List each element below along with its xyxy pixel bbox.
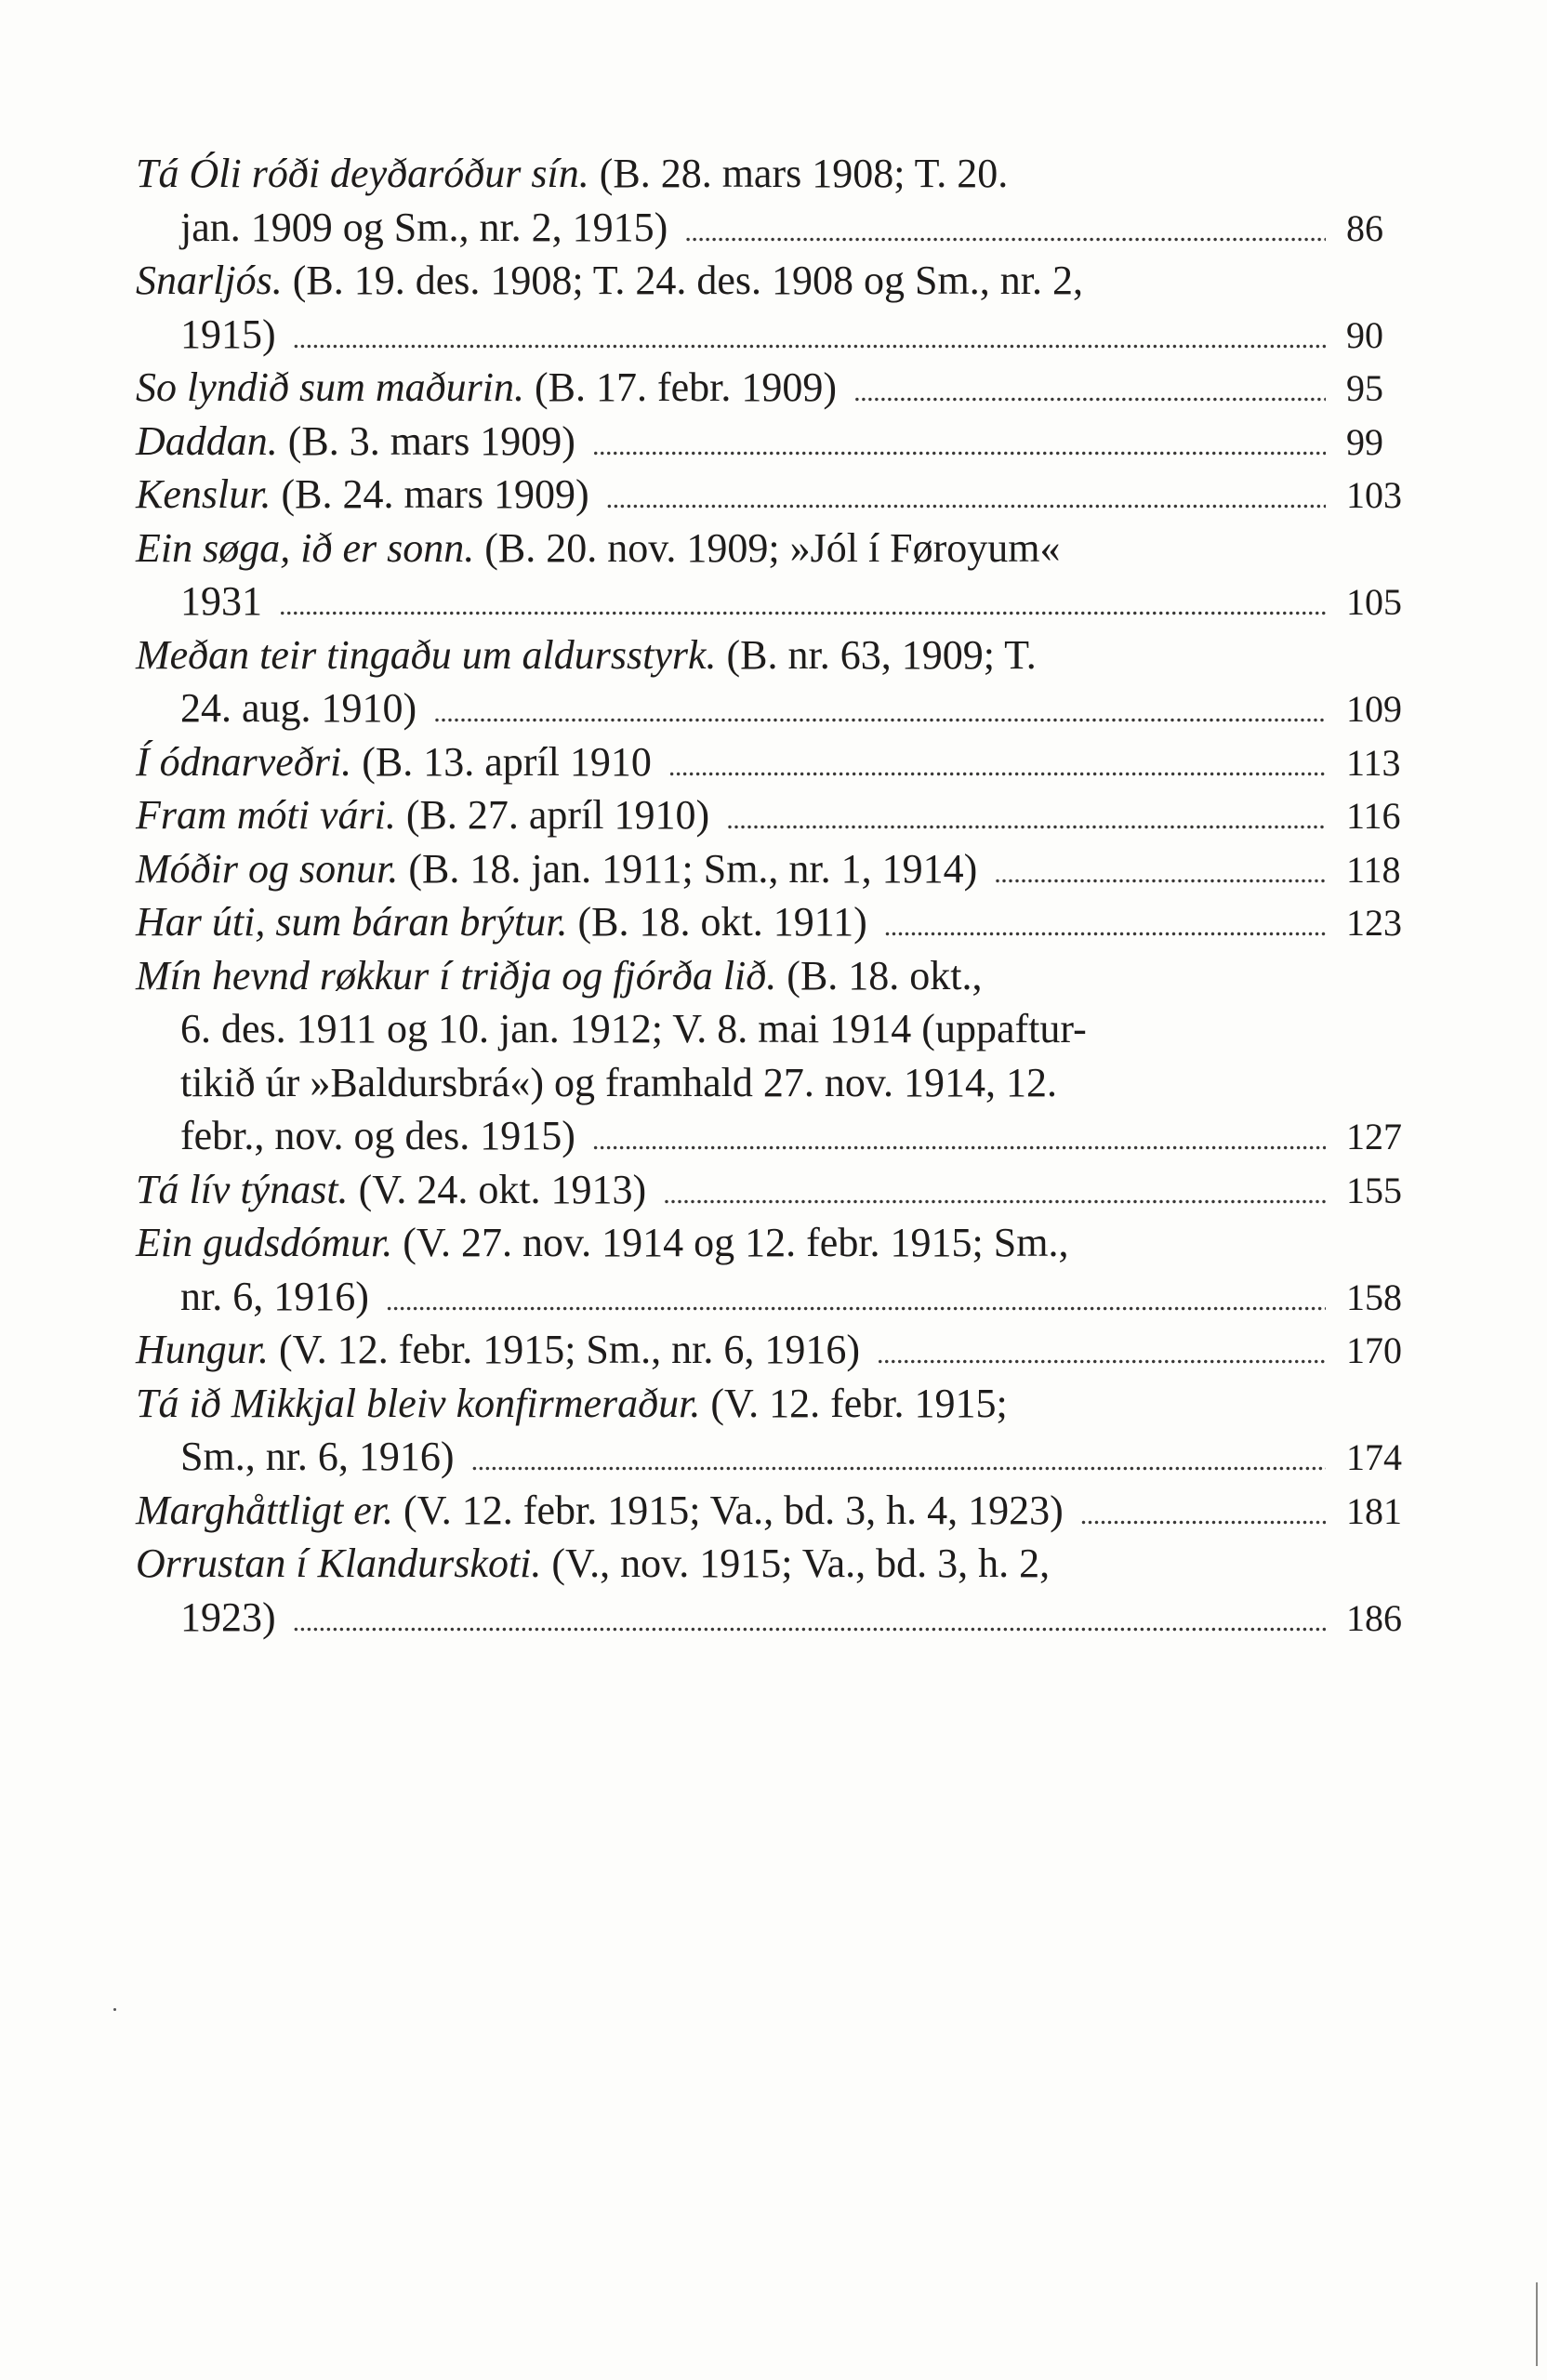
dot-leader — [726, 793, 1326, 847]
story-title: Kenslur. — [136, 471, 271, 517]
toc-entry-first-line — [136, 1537, 1419, 1591]
story-title: So lyndið sum maðurin. — [136, 364, 524, 410]
toc-entry — [136, 895, 1419, 949]
dot-leader — [877, 1328, 1326, 1382]
publication-info: (B. 18. okt., — [787, 952, 983, 998]
toc-entry — [136, 147, 1419, 254]
dot-leader — [592, 1114, 1326, 1168]
toc-entry-text — [136, 361, 837, 415]
page-speck — [113, 2008, 116, 2011]
dot-leader — [668, 740, 1326, 794]
toc-entry-first-line — [136, 628, 1419, 682]
publication-info: (B. 20. nov. 1909; »Jól í Føroyum« — [484, 524, 1061, 571]
toc-entry — [136, 1163, 1419, 1217]
story-title: Tá ið Mikkjal bleiv konfirmeraður. — [136, 1380, 701, 1426]
story-title: Tá Óli róði deyðaróður sín. — [136, 151, 589, 196]
toc-entry-continuation-line — [136, 1002, 1419, 1056]
toc-entry-text — [180, 1270, 369, 1324]
toc-entry-continuation-line — [136, 308, 1419, 362]
dot-leader — [386, 1275, 1326, 1329]
story-title: Snarljós. — [136, 258, 283, 303]
toc-entry-text — [136, 1163, 646, 1217]
toc-entry-first-line — [136, 522, 1419, 575]
toc-entry-text — [136, 895, 867, 949]
page-number: 90 — [1346, 313, 1383, 356]
dot-leader — [471, 1435, 1326, 1488]
publication-info: 24. aug. 1910) — [180, 685, 417, 731]
toc-entry — [136, 1216, 1419, 1323]
toc-entry-text — [136, 628, 1037, 682]
publication-info: (B. 19. des. 1908; T. 24. des. 1908 og Sm., nr. 2, — [292, 258, 1083, 303]
toc-entry-text — [136, 522, 1061, 575]
page-number: 99 — [1346, 420, 1383, 463]
dot-leader — [994, 847, 1326, 901]
toc-entry-continuation-line — [136, 575, 1419, 628]
toc-entry-first-line — [136, 468, 1419, 522]
toc-entry-text — [136, 842, 977, 896]
toc-entry — [136, 415, 1419, 469]
dot-leader — [279, 579, 1326, 633]
publication-info: (V., nov. 1915; Va., bd. 3, h. 2, — [551, 1540, 1051, 1586]
publication-info: (V. 12. febr. 1915; Va., bd. 3, h. 4, 1923) — [403, 1487, 1064, 1533]
dot-leader — [853, 365, 1326, 419]
toc-entry-first-line — [136, 1216, 1419, 1270]
toc-entry — [136, 1323, 1419, 1377]
toc-entry-first-line — [136, 895, 1419, 949]
page-number: 181 — [1346, 1489, 1402, 1532]
publication-info: 1923) — [180, 1593, 276, 1640]
toc-entry-text — [136, 1216, 1068, 1270]
page-number: 127 — [1346, 1116, 1402, 1157]
story-title: Tá lív týnast. — [136, 1166, 349, 1212]
page-number: 109 — [1346, 688, 1402, 730]
table-of-contents — [136, 147, 1419, 1644]
toc-entry-first-line — [136, 788, 1419, 842]
toc-entry-text — [180, 681, 416, 735]
story-title: Móðir og sonur. — [136, 845, 399, 892]
publication-info: febr., nov. og des. 1915) — [180, 1113, 575, 1158]
toc-entry-first-line — [136, 1484, 1419, 1538]
publication-info: tikið úr »Baldursbrá«) og framhald 27. nov. 1914, 12. — [180, 1059, 1057, 1105]
story-title: Daddan. — [136, 417, 278, 464]
page-number: 170 — [1346, 1329, 1402, 1371]
story-title: Mín hevnd røkkur í triðja og fjórða lið. — [136, 952, 777, 998]
toc-entry — [136, 628, 1419, 735]
page-number: 116 — [1346, 795, 1401, 837]
dot-leader — [433, 686, 1326, 740]
toc-entry-text — [136, 415, 575, 469]
toc-entry-text — [180, 1430, 455, 1484]
toc-entry-continuation-line — [136, 1430, 1419, 1484]
story-title: Orrustan í Klandurskoti. — [136, 1540, 542, 1586]
publication-info: (B. 17. febr. 1909) — [535, 364, 838, 410]
page-number: 86 — [1346, 206, 1383, 249]
toc-entry-text — [136, 147, 1008, 201]
publication-info: (B. 13. apríl 1910 — [362, 738, 652, 785]
dot-leader — [606, 472, 1326, 526]
story-title: Meðan teir tingaðu um aldursstyrk. — [136, 631, 717, 678]
toc-entry — [136, 254, 1419, 361]
toc-entry-text — [136, 949, 983, 1003]
toc-entry-first-line — [136, 1163, 1419, 1217]
publication-info: (B. 3. mars 1909) — [287, 417, 575, 464]
story-title: Hungur. — [136, 1327, 270, 1372]
toc-entry-text — [180, 1056, 1057, 1110]
page-number: 105 — [1346, 581, 1402, 623]
toc-entry — [136, 1537, 1419, 1644]
dot-leader — [592, 419, 1326, 473]
toc-entry-text — [136, 788, 709, 842]
toc-entry-continuation-line — [136, 1270, 1419, 1324]
toc-entry-text — [136, 254, 1083, 308]
toc-entry — [136, 735, 1419, 789]
story-title: Fram móti vári. — [136, 792, 396, 838]
toc-entry-first-line — [136, 361, 1419, 415]
toc-entry — [136, 842, 1419, 896]
toc-entry — [136, 468, 1419, 522]
toc-entry-first-line — [136, 1377, 1419, 1431]
dot-leader — [293, 1595, 1326, 1649]
toc-entry-first-line — [136, 254, 1419, 308]
story-title: Har úti, sum báran brýtur. — [136, 899, 568, 945]
toc-entry-first-line — [136, 842, 1419, 896]
toc-entry — [136, 949, 1419, 1163]
publication-info: (B. 24. mars 1909) — [281, 471, 589, 517]
dot-leader — [663, 1168, 1326, 1222]
toc-entry-text — [180, 1109, 575, 1163]
toc-entry-continuation-line — [136, 1056, 1419, 1110]
page-number: 95 — [1346, 367, 1383, 409]
page-number: 155 — [1346, 1169, 1402, 1211]
story-title: Ein søga, ið er sonn. — [136, 524, 475, 571]
publication-info: (B. 27. apríl 1910) — [405, 792, 710, 838]
toc-entry-first-line — [136, 949, 1419, 1003]
publication-info: (B. 18. jan. 1911; Sm., nr. 1, 1914) — [408, 845, 978, 892]
toc-entry-text — [180, 575, 262, 628]
toc-entry-first-line — [136, 735, 1419, 789]
publication-info: (B. 18. okt. 1911) — [577, 899, 867, 945]
story-title: Marghåttligt er. — [136, 1487, 394, 1533]
page-number: 113 — [1346, 741, 1401, 784]
page-number: 158 — [1346, 1276, 1402, 1318]
publication-info: 6. des. 1911 og 10. jan. 1912; V. 8. mai 1914 (uppaftur- — [180, 1006, 1087, 1051]
toc-entry-text — [180, 1002, 1087, 1056]
toc-entry-continuation-line — [136, 1591, 1419, 1645]
dot-leader — [884, 900, 1326, 954]
toc-entry-text — [180, 308, 276, 362]
toc-entry-first-line — [136, 147, 1419, 201]
publication-info: (B. 28. mars 1908; T. 20. — [599, 151, 1009, 196]
toc-entry-text — [136, 1537, 1050, 1591]
story-title: Í ódnarveðri. — [136, 738, 352, 785]
publication-info: (B. nr. 63, 1909; T. — [726, 631, 1037, 678]
page-edge-mark — [1536, 2282, 1538, 2366]
toc-entry — [136, 1377, 1419, 1484]
publication-info: (V. 12. febr. 1915; — [710, 1380, 1008, 1426]
toc-entry-continuation-line — [136, 1109, 1419, 1163]
toc-entry-first-line — [136, 1323, 1419, 1377]
toc-entry-text — [180, 201, 668, 255]
toc-entry-text — [136, 1323, 860, 1377]
page-number: 174 — [1346, 1436, 1402, 1478]
toc-entry-continuation-line — [136, 201, 1419, 255]
toc-entry-text — [136, 735, 652, 789]
toc-entry-continuation-line — [136, 681, 1419, 735]
toc-entry-text — [136, 468, 589, 522]
publication-info: Sm., nr. 6, 1916) — [180, 1434, 455, 1479]
toc-entry-text — [180, 1591, 276, 1645]
story-title: Ein gudsdómur. — [136, 1220, 393, 1265]
dot-leader — [1080, 1488, 1326, 1542]
publication-info: nr. 6, 1916) — [180, 1273, 369, 1319]
page-number: 123 — [1346, 902, 1402, 944]
toc-entry — [136, 361, 1419, 415]
toc-entry-text — [136, 1377, 1008, 1431]
dot-leader — [684, 205, 1326, 259]
page-number: 118 — [1346, 848, 1401, 891]
page-number: 186 — [1346, 1596, 1402, 1639]
publication-info: (V. 24. okt. 1913) — [358, 1166, 647, 1212]
publication-info: (V. 27. nov. 1914 og 12. febr. 1915; Sm., — [403, 1220, 1069, 1265]
publication-info: jan. 1909 og Sm., nr. 2, 1915) — [180, 204, 668, 250]
publication-info: (V. 12. febr. 1915; Sm., nr. 6, 1916) — [279, 1327, 860, 1372]
toc-entry — [136, 1484, 1419, 1538]
toc-entry-text — [136, 1484, 1064, 1538]
page-number: 103 — [1346, 474, 1402, 516]
toc-entry-first-line — [136, 415, 1419, 469]
toc-entry — [136, 522, 1419, 628]
publication-info: 1931 — [180, 578, 262, 624]
toc-entry — [136, 788, 1419, 842]
dot-leader — [293, 312, 1326, 366]
publication-info: 1915) — [180, 311, 276, 357]
